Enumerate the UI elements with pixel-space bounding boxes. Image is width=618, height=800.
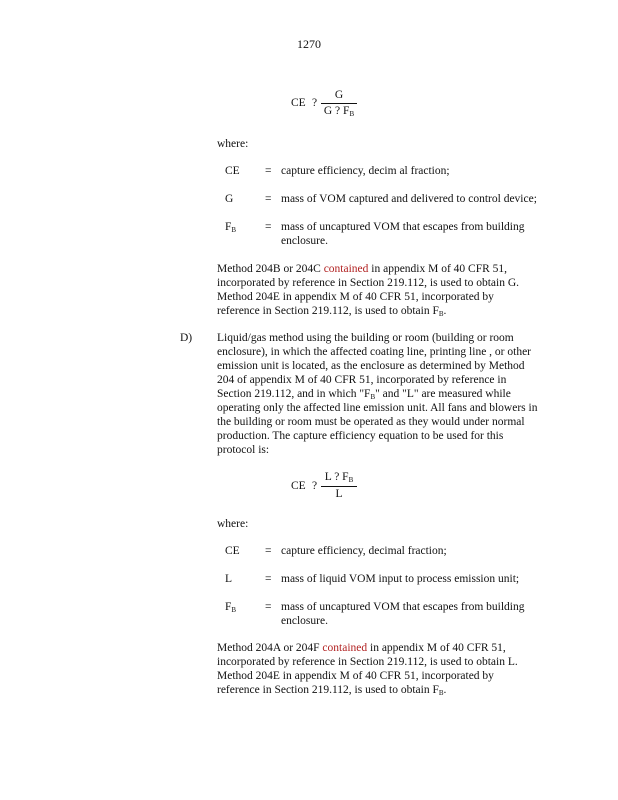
definition-row bbox=[225, 572, 555, 602]
definition-text: mass of VOM captured and delivered to control device; bbox=[281, 193, 537, 205]
equation-2-numerator-sub: B bbox=[348, 476, 354, 484]
definition-equals: = bbox=[265, 545, 272, 557]
equation-1-operator: ? bbox=[312, 97, 318, 109]
definition-symbol: CE bbox=[225, 165, 240, 177]
equation-1-denominator-main: G ? F bbox=[323, 105, 350, 117]
definition-equals: = bbox=[265, 193, 272, 205]
item-d-paragraph: Liquid/gas method using the building or room (building or room enclosure), in which the affected coating line, printing line , or other emission unit is located, as the enclosure as determined by Method 204 of appendix M of 40 CFR 51, incorporated by reference in Section 219.112, and in which "$F_B$" and "L" are measured while operating only the affected line emission unit. All fans and blowers in the building or room must be operated as they would under normal production. The capture efficiency equation to be used for this protocol is: bbox=[217, 332, 538, 456]
contained-highlight: contained bbox=[322, 642, 368, 654]
method-paragraph-2: Method 204A or 204F contained in appendix M of 40 CFR 51, incorporated by reference in Section 219.112, is used to obtain L. Method 204E in appendix M of 40 CFR 51, incorporated by reference in Section 219.112, is used to obtain $F_B$. bbox=[217, 642, 518, 697]
contained-highlight: contained bbox=[323, 263, 369, 275]
definition-symbol: G bbox=[225, 193, 234, 205]
equation-1-denominator bbox=[321, 104, 357, 118]
definition-equals: = bbox=[265, 221, 272, 233]
definition-text: capture efficiency, decimal fraction; bbox=[281, 545, 447, 557]
definition-row bbox=[225, 544, 555, 574]
definition-equals: = bbox=[265, 601, 272, 613]
equation-1-denominator-sub: B bbox=[349, 110, 355, 118]
definition-symbol: L bbox=[225, 573, 233, 585]
equation-1-lhs: CE bbox=[291, 97, 306, 109]
definition-symbol: CE bbox=[225, 545, 240, 557]
equation-2-lhs: CE bbox=[291, 480, 306, 492]
definition-row bbox=[225, 192, 555, 222]
definition-text: capture efficiency, decim al fraction; bbox=[281, 165, 450, 177]
definition-row bbox=[225, 600, 555, 630]
page-number: 1270 bbox=[297, 37, 321, 51]
item-d-label: D) bbox=[180, 332, 193, 344]
equation-1-numerator: G bbox=[334, 89, 344, 101]
where-label-2: where: bbox=[217, 518, 249, 530]
definition-symbol: $F_B$ bbox=[225, 601, 237, 614]
equation-2-operator: ? bbox=[312, 480, 318, 492]
definition-symbol: $F_B$ bbox=[225, 221, 237, 234]
equation-2-numerator bbox=[321, 470, 357, 484]
definition-text: mass of uncaptured VOM that escapes from building enclosure. bbox=[281, 221, 525, 247]
where-label-1: where: bbox=[217, 138, 249, 150]
equation-1 bbox=[291, 88, 371, 122]
definition-row bbox=[225, 220, 555, 250]
equation-2-denominator: L bbox=[335, 488, 343, 500]
definition-text: mass of liquid VOM input to process emission unit; bbox=[281, 573, 520, 585]
equation-2 bbox=[291, 470, 371, 504]
definition-equals: = bbox=[265, 165, 272, 177]
method-paragraph-1: Method 204B or 204C contained in appendix M of 40 CFR 51, incorporated by reference in Section 219.112, is used to obtain G. Method 204E in appendix M of 40 CFR 51, incorporated by reference in Section 219.112, is used to obtain $F_B$. bbox=[217, 263, 520, 318]
definition-row bbox=[225, 164, 555, 194]
definition-equals: = bbox=[265, 573, 272, 585]
definition-text: mass of uncaptured VOM that escapes from building enclosure. bbox=[281, 601, 525, 627]
equation-2-numerator-main: L ? F bbox=[324, 471, 349, 483]
